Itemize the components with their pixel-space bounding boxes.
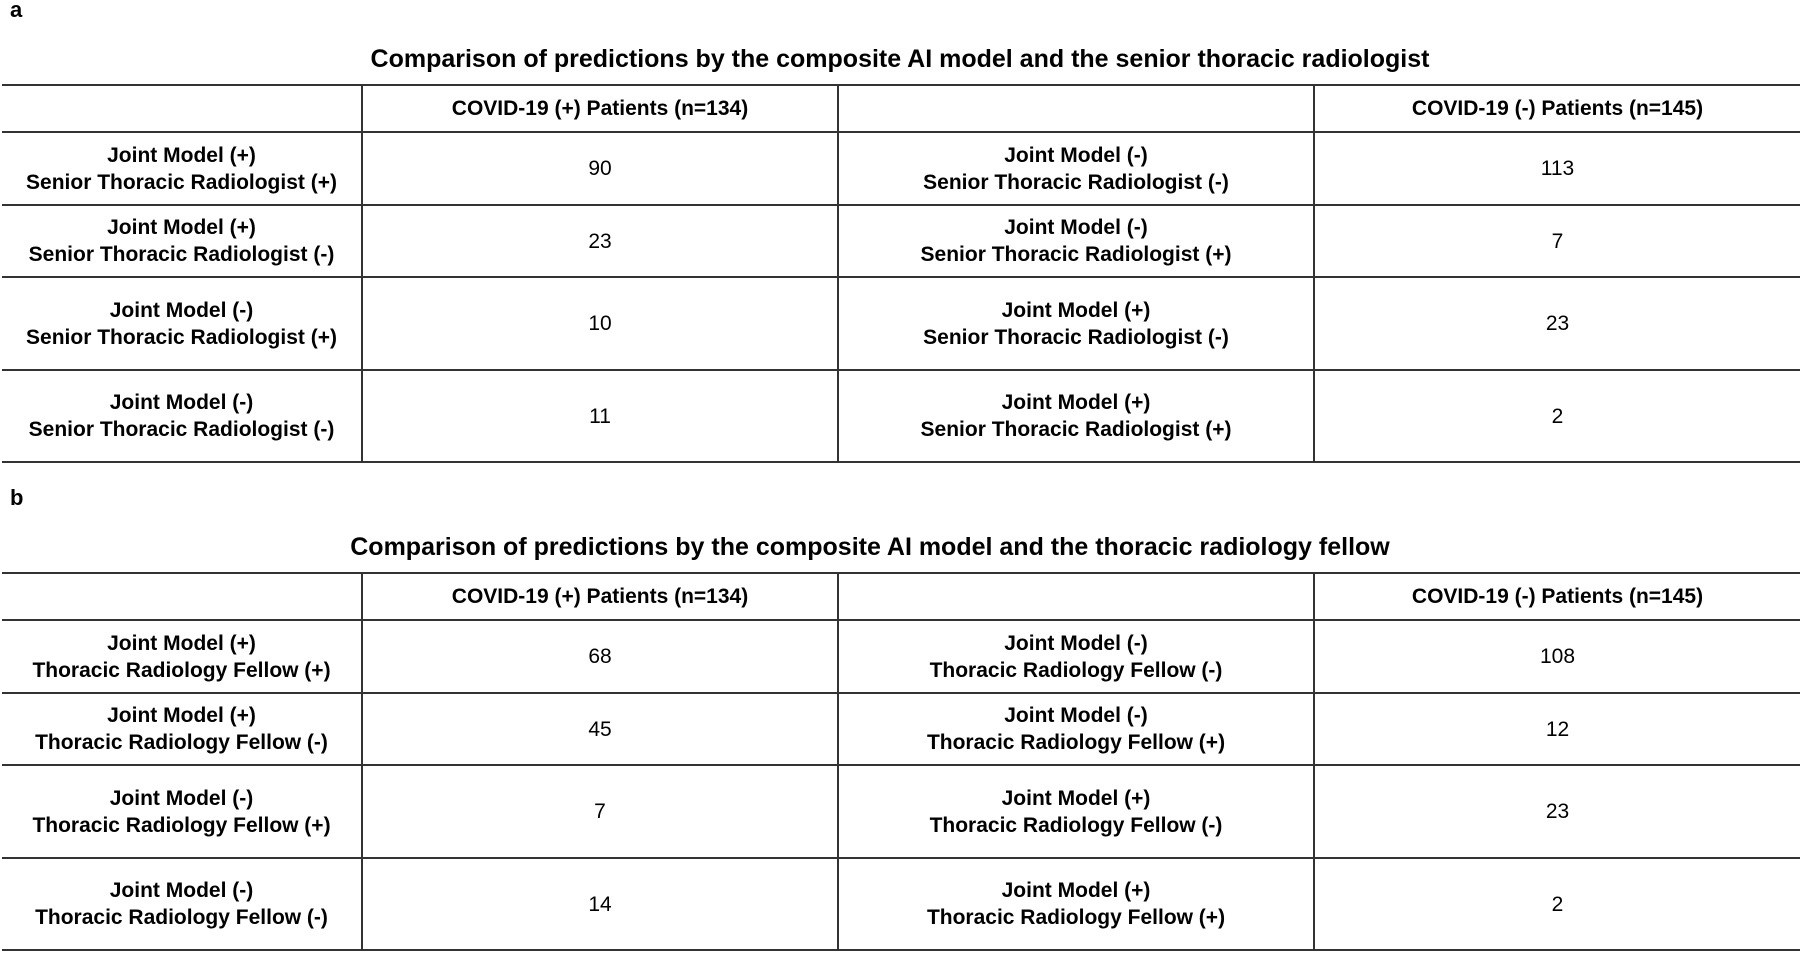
left-count-cell: 10 [362, 277, 838, 370]
condition-line: Thoracic Radiology Fellow (+) [926, 731, 1226, 754]
condition-line: Senior Thoracic Radiologist (+) [920, 418, 1232, 441]
condition-line: Thoracic Radiology Fellow (-) [35, 731, 328, 754]
right-count-cell: 12 [1314, 693, 1800, 765]
condition-line: Joint Model (+) [107, 143, 256, 167]
condition-line: Senior Thoracic Radiologist (-) [923, 170, 1229, 194]
condition-line: Senior Thoracic Radiologist (+) [26, 170, 337, 194]
condition-line: Joint Model (-) [1004, 216, 1148, 239]
left-condition-cell [2, 858, 362, 950]
table-row [2, 858, 1800, 950]
left-condition-cell [2, 370, 362, 462]
condition-line: Senior Thoracic Radiologist (-) [28, 418, 335, 441]
panel-label: a [10, 0, 23, 22]
table-row [2, 620, 1800, 693]
left-condition-cell [2, 693, 362, 765]
condition-line: Joint Model (-) [109, 879, 254, 902]
left-count-cell: 23 [362, 205, 838, 277]
condition-line: Joint Model (+) [1001, 879, 1151, 902]
table-row [2, 132, 1800, 205]
left-condition-cell [2, 132, 362, 205]
panel-label: b [10, 485, 24, 510]
condition-line: Thoracic Radiology Fellow (-) [35, 906, 328, 929]
condition-line: Senior Thoracic Radiologist (-) [28, 243, 335, 266]
right-condition-cell [838, 132, 1314, 205]
condition-line: Thoracic Radiology Fellow (+) [926, 906, 1226, 929]
table-header-row [2, 85, 1800, 132]
right-condition-cell [838, 858, 1314, 950]
panel-title: Comparison of predictions by the composite AI model and the thoracic radiology fellow [350, 533, 1390, 561]
condition-line: Joint Model (-) [109, 391, 254, 414]
condition-line: Joint Model (+) [1001, 298, 1151, 322]
header-cell-empty [838, 85, 1314, 132]
right-condition-cell [838, 370, 1314, 462]
condition-line: Joint Model (-) [109, 298, 254, 322]
condition-line: Joint Model (+) [1001, 786, 1151, 810]
right-condition-cell [838, 205, 1314, 277]
condition-line: Joint Model (-) [1004, 631, 1148, 655]
condition-line: Thoracic Radiology Fellow (-) [929, 658, 1223, 682]
right-condition-cell [838, 277, 1314, 370]
panel-title: Comparison of predictions by the composite AI model and the senior thoracic radiologist [370, 45, 1430, 73]
condition-line: Senior Thoracic Radiologist (+) [920, 243, 1232, 266]
table-row [2, 693, 1800, 765]
header-cell-empty [2, 85, 362, 132]
left-condition-cell [2, 620, 362, 693]
left-condition-cell [2, 277, 362, 370]
condition-line: Joint Model (+) [107, 216, 256, 239]
table-header-row [2, 573, 1800, 620]
header-cell-empty [2, 573, 362, 620]
condition-line: Senior Thoracic Radiologist (+) [26, 325, 337, 349]
left-count-cell: 7 [362, 765, 838, 858]
condition-line: Joint Model (-) [1004, 143, 1148, 167]
header-covid-positive: COVID-19 (+) Patients (n=134) [362, 573, 838, 620]
condition-line: Joint Model (-) [1004, 704, 1148, 727]
left-condition-cell [2, 205, 362, 277]
right-condition-cell [838, 765, 1314, 858]
right-count-cell: 113 [1314, 132, 1800, 205]
left-count-cell: 45 [362, 693, 838, 765]
left-condition-cell [2, 765, 362, 858]
condition-line: Joint Model (+) [107, 704, 256, 727]
table-row [2, 765, 1800, 858]
left-count-cell: 14 [362, 858, 838, 950]
comparison-table [2, 572, 1800, 951]
table-row [2, 370, 1800, 462]
right-condition-cell [838, 693, 1314, 765]
right-count-cell: 2 [1314, 370, 1800, 462]
condition-line: Thoracic Radiology Fellow (-) [929, 813, 1223, 837]
table-row [2, 205, 1800, 277]
comparison-table [2, 84, 1800, 463]
left-count-cell: 90 [362, 132, 838, 205]
condition-line: Senior Thoracic Radiologist (-) [923, 325, 1229, 349]
left-count-cell: 11 [362, 370, 838, 462]
condition-line: Joint Model (+) [1001, 391, 1151, 414]
condition-line: Thoracic Radiology Fellow (+) [32, 813, 331, 837]
left-count-cell: 68 [362, 620, 838, 693]
table-row [2, 277, 1800, 370]
right-count-cell: 7 [1314, 205, 1800, 277]
condition-line: Joint Model (-) [109, 786, 254, 810]
header-covid-negative: COVID-19 (-) Patients (n=145) [1314, 85, 1800, 132]
right-count-cell: 2 [1314, 858, 1800, 950]
header-covid-positive: COVID-19 (+) Patients (n=134) [362, 85, 838, 132]
right-count-cell: 23 [1314, 277, 1800, 370]
condition-line: Thoracic Radiology Fellow (+) [32, 658, 331, 682]
right-count-cell: 23 [1314, 765, 1800, 858]
right-condition-cell [838, 620, 1314, 693]
condition-line: Joint Model (+) [107, 631, 256, 655]
header-covid-negative: COVID-19 (-) Patients (n=145) [1314, 573, 1800, 620]
header-cell-empty [838, 573, 1314, 620]
right-count-cell: 108 [1314, 620, 1800, 693]
